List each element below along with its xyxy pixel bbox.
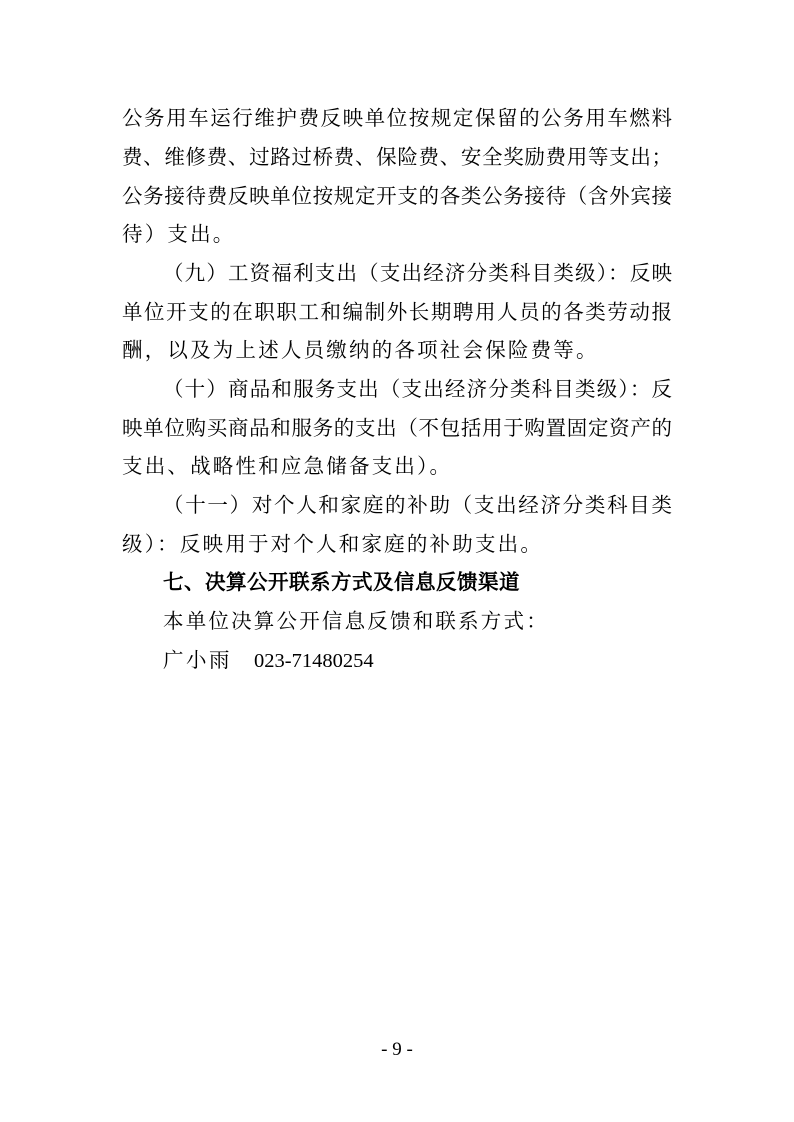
contact-line	[163, 646, 672, 675]
paragraph-line: （九）工资福利支出（支出经济分类科目类级）：反映	[163, 261, 672, 285]
paragraph-line: 单位开支的在职职工和编制外长期聘用人员的各类劳动报	[122, 300, 672, 324]
paragraph-line: 待）支出。	[122, 222, 236, 246]
contact-phone: 023-71480254	[254, 650, 374, 672]
page-number: - 9 -	[381, 1039, 413, 1060]
paragraph-line: 支出、战略性和应急储备支出）。	[122, 454, 453, 478]
section-heading: 七、决算公开联系方式及信息反馈渠道	[163, 570, 520, 594]
paragraph-line: 酬，以及为上述人员缴纳的各项社会保险费等。	[122, 338, 599, 362]
paragraph-line: 级）：反映用于对个人和家庭的补助支出。	[122, 532, 544, 556]
paragraph-line: （十）商品和服务支出（支出经济分类科目类级）：反	[163, 377, 672, 401]
contact-intro: 本单位决算公开信息反馈和联系方式：	[163, 609, 549, 633]
paragraph-line: （十一）对个人和家庭的补助（支出经济分类科目类	[163, 493, 672, 517]
paragraph-line: 映单位购买商品和服务的支出（不包括用于购置固定资产的	[122, 416, 672, 440]
paragraph-line: 费、维修费、过路过桥费、保险费、安全奖励费用等支出；	[122, 145, 672, 169]
paragraph-line: 公务用车运行维护费反映单位按规定保留的公务用车燃料	[122, 106, 672, 130]
paragraph-line: 公务接待费反映单位按规定开支的各类公务接待（含外宾接	[122, 184, 672, 208]
contact-name: 广小雨	[163, 648, 232, 672]
